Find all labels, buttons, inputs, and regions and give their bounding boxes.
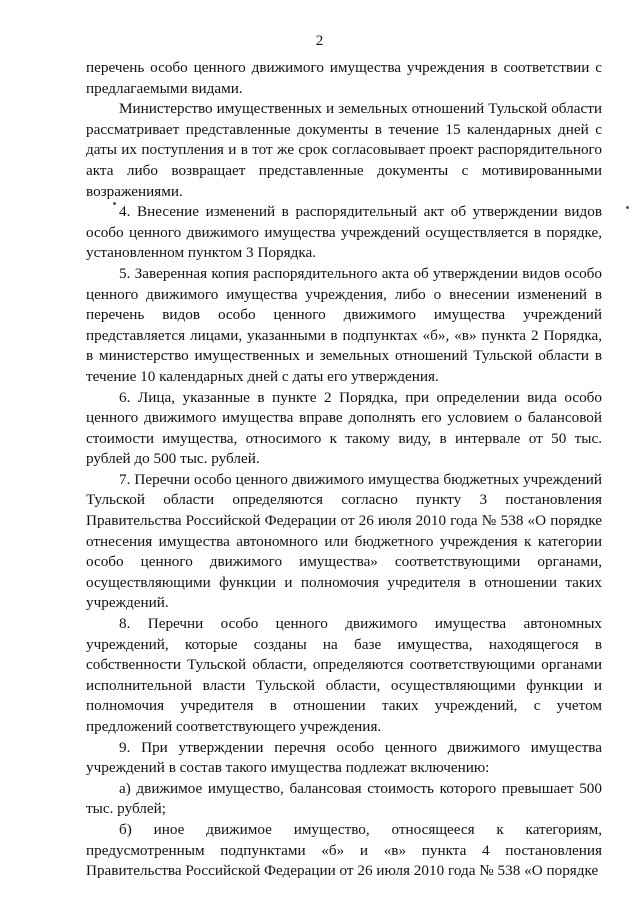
paragraph-item-9a: а) движимое имущество, балансовая стоимость которого превышает 500 тыс. рублей; [86,779,602,818]
scan-speck [626,206,629,209]
paragraph-item-5: 5. Заверенная копия распорядительного акта об утверждении видов особо ценного движимого имущества учреждения, либо о внесении изменений в перечень видов особо ценного движимого имущества учреждений представляется лицами, указанными в подпунктах «б», «в» пункта 2 Порядка, в министерство имущественных и земельных отношений Тульской области в течение 10 календарных дней с даты его утверждения. [86,264,602,385]
page-number: 2 [315,33,325,49]
scan-speck [113,202,116,205]
paragraph-ministry-review: Министерство имущественных и земельных отношений Тульской области рассматривает представленные документы в течение 15 календарных дней с даты их поступления и в тот же срок согласовывает проект распорядительного акта либо возвращает представленные документы с мотивированными возражениями. [86,100,602,200]
paragraph-item-7: 7. Перечни особо ценного движимого имущества бюджетных учреждений Тульской области определяются согласно пункту 3 постановления Правительства Российской Федерации от 26 июля 2010 года № 538 «О порядке отнесения имущества автономного или бюджетного учреждения к категории особо ценного движимого имущества» соответствующими органами, осуществляющими функции и полномочия учредителя в отношении таких учреждений. [86,470,602,612]
paragraph-item-4: 4. Внесение изменений в распорядительный акт об утверждении видов особо ценного движимого имущества учреждений осуществляется в порядке, установленном пунктом 3 Порядка. [86,203,602,262]
paragraph-continuation: перечень особо ценного движимого имущества учреждения в соответствии с предлагаемыми видами. [86,59,602,97]
paragraph-item-9b: б) иное движимое имущество, относящееся к категориям, предусмотренным подпунктами «б» и «в» пункта 4 постановления Правительства Российской Федерации от 26 июля 2010 года № 538 «О порядке [86,820,602,880]
paragraph-item-9: 9. При утверждении перечня особо ценного движимого имущества учреждений в состав такого имущества подлежат включению: [86,738,602,777]
paragraph-item-8: 8. Перечни особо ценного движимого имущества автономных учреждений, которые созданы на базе имущества, находящегося в собственности Тульской области, определяются соответствующими органами исполнительной власти Тульской области, осуществляющими функции и полномочия учредителя в отношении таких учреждений, с учетом предложений соответствующего учреждения. [86,615,602,735]
document-body [86,58,602,882]
paragraph-item-6: 6. Лица, указанные в пункте 2 Порядка, при определении вида особо ценного движимого имущества вправе дополнять его условием о балансовой стоимости имущества, относимого к такому виду, в интервале от 50 тыс. рублей до 500 тыс. рублей. [86,388,602,468]
